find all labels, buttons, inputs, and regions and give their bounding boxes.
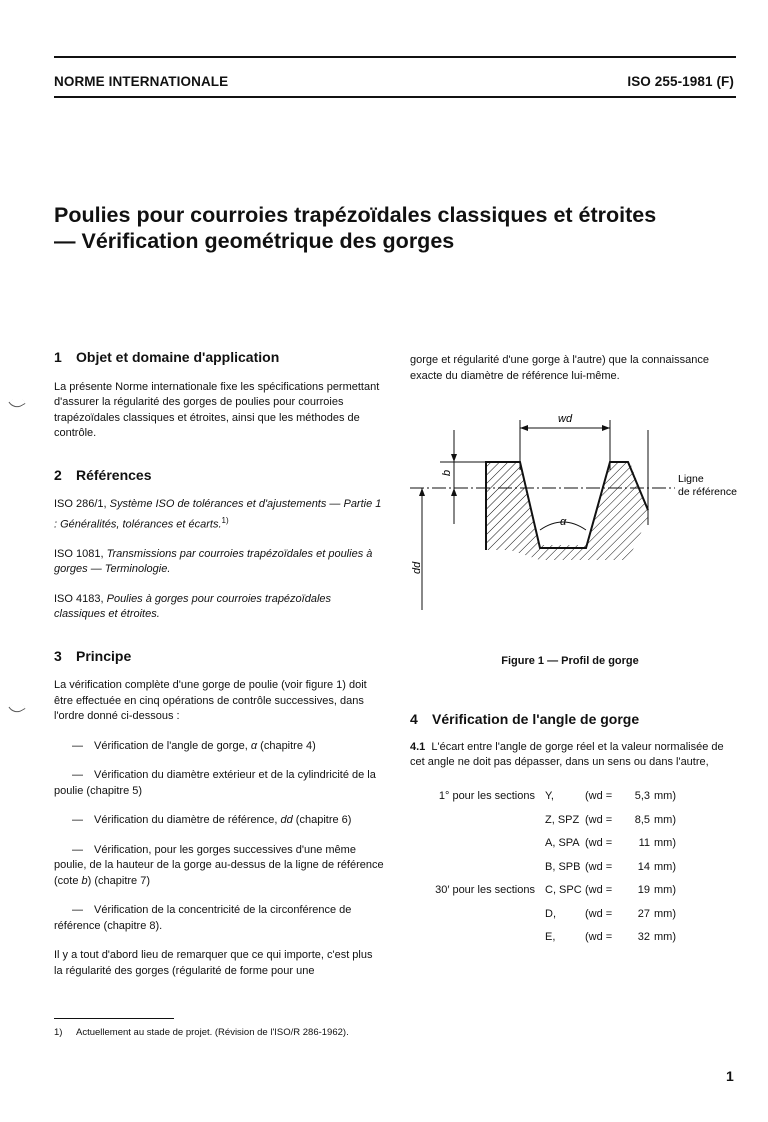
table-cell-sym: (wd = [585,837,613,849]
table-cell-val: 32 [637,931,650,943]
table-cell-val: 19 [637,884,650,896]
reference-item: ISO 1081, Transmissions par courroies trapézoïdales et poulies à gorges — Terminologie. [54,547,373,576]
reference-item: ISO 286/1, Système ISO de tolérances et d'ajustements — Partie 1 : Généralités, tolérances et écarts.$^{1)}$ [54,498,382,531]
section-4 [410,712,740,785]
list-item: — Vérification de la concentricité de la circonférence de référence (chapitre 8). [54,904,352,932]
wd-label: wd [558,413,573,425]
table-cell-unit: mm) [654,884,676,896]
pulley-hatching [486,462,648,560]
table-cell-unit: mm) [654,860,676,873]
section-4-1-text: 4.1 L'écart entre l'angle de gorge réel et la valeur normalisée de cet angle ne doit pas dépasser, dans un sens ou dans l'autre, [410,740,724,768]
table-row [410,908,685,932]
table-cell-group [410,814,545,838]
table-cell-group [410,861,545,885]
table-cell-group: 30′ pour les sections [435,884,535,896]
section-3-intro: La vérification complète d'une gorge de poulie (voir figure 1) doit être effectuée en cinq opérations de contrôle successives, dans l'ordre donné ci-dessous : [54,679,367,723]
table-cell-sec: D, [545,907,556,920]
document-title [54,202,754,254]
table-cell-sym: (wd = [585,931,613,943]
ligne-label: Ligne [678,473,704,485]
table-cell-unit: mm) [654,931,676,943]
table-cell-sec: C, SPC [545,884,582,896]
table-cell-sym: (wd = [585,860,613,873]
figure-caption: Figure 1 — Profil de gorge [501,655,639,667]
footnote: 1) Actuellement au stade de projet. (Révision de l'ISO/R 286-1962). [54,1027,349,1038]
header-standard-type: NORME INTERNATIONALE [54,74,229,89]
table-row [410,861,685,885]
list-item: — Vérification, pour les gorges successives d'une même poulie, de la hauteur de la gorge au-dessus de la ligne de référence (cote b) (chapitre 7) [54,843,384,887]
list-item: — Vérification du diamètre extérieur et de la cylindricité de la poulie (chapitre 5) [54,769,376,797]
b-label: b [441,469,453,476]
margin-mark [8,395,25,411]
table-cell-sec: Z, SPZ [545,813,580,826]
table-cell-group [410,931,545,955]
alpha-label: α [560,516,567,528]
reference-item: ISO 4183, Poulies à gorges pour courroies trapézoïdales classiques et étroites. [54,592,332,621]
page-number: 1 [726,1068,734,1084]
title-line-1: Poulies pour courroies trapézoïdales classiques et étroites [54,203,657,227]
table-row [410,837,685,861]
dd-arrow [419,488,425,496]
table-cell-unit: mm) [654,790,676,802]
list-item: — Vérification de l'angle de gorge, α (chapitre 4) [72,739,316,752]
right-column [410,353,740,398]
table-cell-group: 1° pour les sections [438,790,535,802]
reference-label: de référence [678,486,737,498]
table-cell-sec: B, SPB [545,860,581,873]
groove-profile-figure [400,400,750,620]
table-cell-unit: mm) [654,837,676,849]
table-cell-unit: mm) [654,907,676,920]
header-standard-number: ISO 255-1981 (F) [627,74,734,89]
title-line-2: — Vérification geométrique des gorges [54,229,455,253]
section-1-text: La présente Norme internationale fixe les spécifications permettant d'assurer la régularité des gorges de poulies pour courroies trapézoïdales classiques et étroites, ainsi que les méthodes de contrôle. [54,380,380,439]
tolerance-table [410,790,685,955]
table-cell-sec: E, [545,931,556,943]
section-1-heading: 1 Objet et domaine d'application [54,349,280,365]
table-row [410,931,685,955]
table-cell-sym: (wd = [585,884,613,896]
table-cell-val: 27 [637,907,650,920]
section-4-heading: 4 Vérification de l'angle de gorge [410,711,640,727]
table-cell-val: 5,3 [634,790,650,802]
section-3-heading: 3 Principe [54,647,132,664]
margin-mark [8,700,25,716]
table-row [410,884,685,908]
table-cell-sym: (wd = [585,790,613,802]
footnote-rule [54,1018,174,1019]
dd-label: dd [411,561,423,574]
table-cell-val: 8,5 [634,813,650,826]
table-row [410,814,685,838]
table-cell-sym: (wd = [585,907,613,920]
table-cell-val: 11 [638,837,650,849]
header-rule [54,96,736,98]
table-row [410,790,685,814]
top-rule [54,56,736,58]
table-cell-group [410,837,545,861]
table-cell-group [410,908,545,932]
left-column [54,350,384,993]
table-cell-sec: Y, [545,790,554,802]
section-2-heading: 2 Références [54,466,152,483]
section-3-closing: Il y a tout d'abord lieu de remarquer que ce qui importe, c'est plus la régularité des gorges (régularité de forme pour une [54,949,373,977]
section-3-continued: gorge et régularité d'une gorge à l'autre) que la connaissance exacte du diamètre de référence lui-même. [410,354,709,382]
table-cell-sec: A, SPA [545,837,580,849]
table-cell-sym: (wd = [585,813,613,826]
table-cell-val: 14 [637,860,650,873]
list-item: — Vérification du diamètre de référence, dd (chapitre 6) [72,814,352,827]
table-cell-unit: mm) [654,813,676,826]
